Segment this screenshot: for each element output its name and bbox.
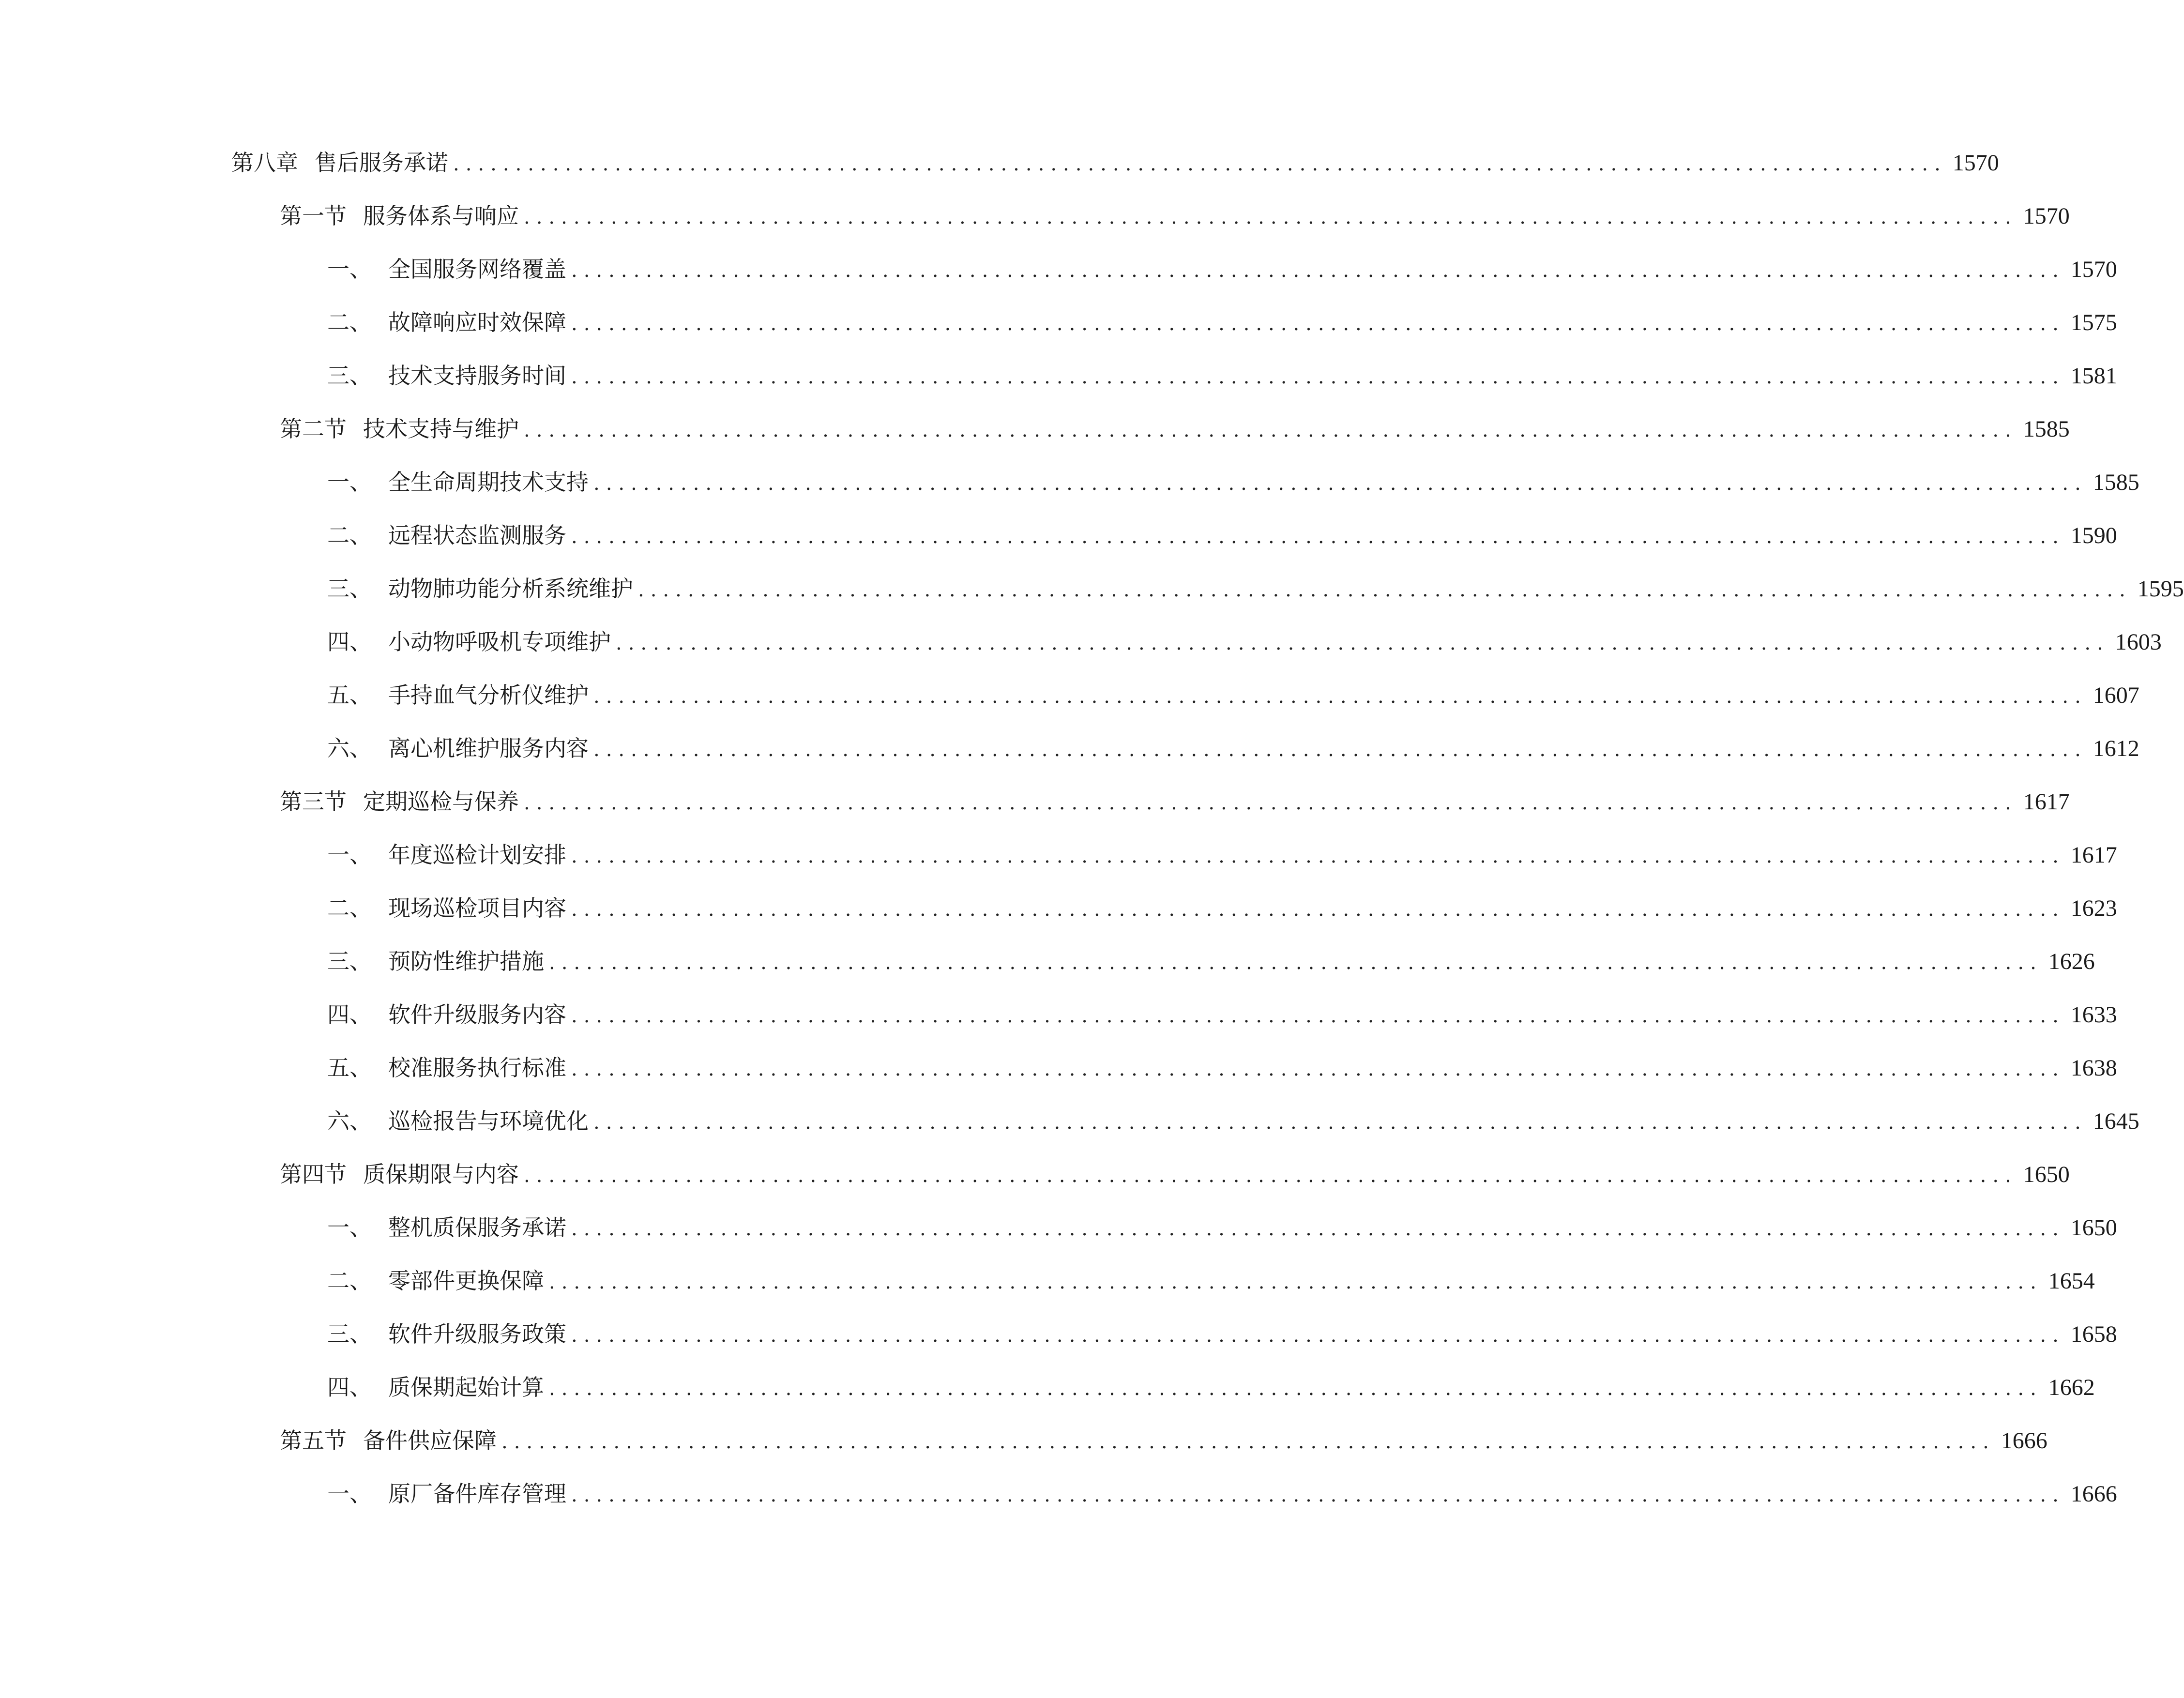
toc-row (0, 356, 2117, 395)
toc-entry-subsection[interactable] (327, 835, 2117, 874)
toc-row (0, 1261, 2095, 1300)
toc-row (0, 1048, 2117, 1087)
dot-leader: ........................................................................................................................ (571, 1484, 2065, 1506)
dot-leader: ........................................................................................................................ (638, 579, 2132, 601)
toc-row (0, 1421, 2048, 1460)
toc-entry-subsection[interactable] (327, 1208, 2117, 1247)
toc-entry-title: 定期巡检与保养 (363, 788, 519, 815)
toc-entry-title: 动物肺功能分析系统维护 (388, 576, 633, 602)
toc-row (0, 1368, 2095, 1407)
toc-row (0, 1315, 2117, 1353)
toc-entry-subsection[interactable] (327, 250, 2117, 288)
toc-row (0, 676, 2139, 714)
toc-entry-number: 第二节 (280, 416, 347, 442)
toc-entry-number: 一、 (327, 1214, 372, 1241)
toc-entry-title: 年度巡检计划安排 (388, 842, 566, 868)
toc-entry-section[interactable] (280, 409, 2070, 448)
toc-entry-number: 三、 (327, 1321, 372, 1347)
toc-entry-number: 一、 (327, 842, 372, 868)
toc-entry-title: 离心机维护服务内容 (388, 735, 589, 761)
toc-entry-page-number: 1666 (2001, 1428, 2048, 1454)
toc-row (0, 463, 2139, 501)
dot-leader: ........................................................................................................................ (524, 792, 2017, 814)
toc-entry-title: 预防性维护措施 (388, 948, 544, 974)
toc-entry-page-number: 1650 (2070, 1215, 2117, 1241)
toc-entry-subsection[interactable] (327, 1048, 2117, 1087)
toc-entry-page-number: 1603 (2115, 629, 2162, 655)
dot-leader: ........................................................................................................................ (524, 206, 2017, 228)
toc-entry-title: 质保期限与内容 (363, 1161, 519, 1187)
toc-entry-title: 远程状态监测服务 (388, 522, 566, 548)
toc-entry-page-number: 1570 (1952, 150, 1999, 176)
dot-leader: ........................................................................................................................ (571, 366, 2065, 388)
toc-entry-number: 二、 (327, 895, 372, 921)
toc-entry-page-number: 1607 (2093, 682, 2139, 708)
toc-entry-subsection[interactable] (327, 942, 2095, 981)
toc-entry-subsection[interactable] (327, 569, 2184, 608)
toc-row (0, 1102, 2139, 1140)
toc-entry-title: 质保期起始计算 (388, 1374, 544, 1400)
toc-entry-subsection[interactable] (327, 1261, 2095, 1300)
toc-entry-section[interactable] (280, 782, 2070, 821)
toc-row (0, 889, 2117, 927)
toc-entry-page-number: 1654 (2048, 1268, 2095, 1294)
toc-entry-chapter[interactable] (231, 143, 1999, 182)
toc-entry-page-number: 1638 (2070, 1055, 2117, 1081)
dot-leader: ........................................................................................................................ (593, 685, 2087, 708)
toc-row (0, 729, 2139, 768)
dot-leader: ........................................................................................................................ (453, 153, 1947, 175)
toc-entry-title: 备件供应保障 (363, 1427, 497, 1454)
toc-entry-page-number: 1617 (2070, 842, 2117, 868)
toc-entry-number: 五、 (327, 682, 372, 708)
toc-entry-title: 手持血气分析仪维护 (388, 682, 589, 708)
toc-entry-title: 全生命周期技术支持 (388, 469, 589, 495)
toc-entry-number: 第一节 (280, 203, 347, 229)
toc-entry-number: 三、 (327, 576, 372, 602)
toc-row (0, 1155, 2070, 1194)
dot-leader: ........................................................................................................................ (571, 313, 2065, 335)
toc-entry-page-number: 1623 (2070, 895, 2117, 921)
toc-entry-page-number: 1658 (2070, 1321, 2117, 1347)
dot-leader: ........................................................................................................................ (571, 1324, 2065, 1347)
toc-entry-title: 软件升级服务政策 (388, 1321, 566, 1347)
dot-leader: ........................................................................................................................ (571, 1058, 2065, 1080)
dot-leader: ........................................................................................................................ (571, 526, 2065, 548)
toc-entry-number: 第五节 (280, 1427, 347, 1454)
toc-entry-page-number: 1575 (2070, 310, 2117, 335)
toc-entry-title: 小动物呼吸机专项维护 (388, 629, 611, 655)
toc-entry-subsection[interactable] (327, 356, 2117, 395)
toc-entry-title: 售后服务承诺 (315, 150, 448, 176)
toc-entry-number: 一、 (327, 256, 372, 282)
toc-entry-page-number: 1590 (2070, 523, 2117, 548)
toc-entry-subsection[interactable] (327, 622, 2162, 661)
toc-entry-number: 第三节 (280, 788, 347, 815)
toc-entry-subsection[interactable] (327, 995, 2117, 1034)
dot-leader: ........................................................................................................................ (524, 1165, 2017, 1187)
toc-entry-number: 二、 (327, 522, 372, 548)
dot-leader: ........................................................................................................................ (571, 1005, 2065, 1027)
toc-entry-number: 四、 (327, 1001, 372, 1028)
toc-entry-number: 一、 (327, 1481, 372, 1507)
toc-entry-page-number: 1633 (2070, 1002, 2117, 1028)
toc-row (0, 516, 2117, 555)
toc-entry-page-number: 1581 (2070, 363, 2117, 389)
dot-leader: ........................................................................................................................ (524, 419, 2017, 441)
toc-entry-title: 巡检报告与环境优化 (388, 1108, 589, 1134)
toc-entry-page-number: 1626 (2048, 949, 2095, 974)
toc-row (0, 1208, 2117, 1247)
toc-entry-title: 软件升级服务内容 (388, 1001, 566, 1028)
toc-entry-number: 三、 (327, 948, 372, 974)
dot-leader: ........................................................................................................................ (571, 845, 2065, 867)
toc-entry-number: 第四节 (280, 1161, 347, 1187)
toc-entry-page-number: 1645 (2093, 1108, 2139, 1134)
toc-entry-subsection[interactable] (327, 1315, 2117, 1353)
toc-entry-subsection[interactable] (327, 1368, 2095, 1407)
toc-entry-section[interactable] (280, 197, 2070, 235)
dot-leader: ........................................................................................................................ (571, 1218, 2065, 1240)
toc-entry-section[interactable] (280, 1155, 2070, 1194)
toc-entry-page-number: 1595 (2137, 576, 2184, 602)
toc-row (0, 942, 2095, 981)
toc-entry-number: 六、 (327, 735, 372, 761)
toc-entry-number: 一、 (327, 469, 372, 495)
toc-row (0, 409, 2070, 448)
toc-row (0, 143, 1999, 182)
dot-leader: ........................................................................................................................ (549, 1271, 2043, 1293)
dot-leader: ........................................................................................................................ (501, 1431, 1995, 1453)
toc-entry-page-number: 1650 (2023, 1162, 2070, 1187)
toc-entry-subsection[interactable] (327, 463, 2139, 501)
dot-leader: ........................................................................................................................ (549, 952, 2043, 974)
toc-row (0, 303, 2117, 342)
toc-entry-number: 二、 (327, 309, 372, 335)
toc-entry-number: 第八章 (231, 150, 298, 176)
dot-leader: ........................................................................................................................ (593, 472, 2087, 495)
dot-leader: ........................................................................................................................ (616, 632, 2109, 654)
dot-leader: ........................................................................................................................ (593, 739, 2087, 761)
toc-entry-page-number: 1570 (2023, 203, 2070, 229)
toc-entry-title: 校准服务执行标准 (388, 1055, 566, 1081)
toc-entry-number: 五、 (327, 1055, 372, 1081)
toc-entry-title: 故障响应时效保障 (388, 309, 566, 335)
toc-entry-subsection[interactable] (327, 516, 2117, 555)
toc-row (0, 782, 2070, 821)
toc-entry-number: 二、 (327, 1268, 372, 1294)
toc-row (0, 835, 2117, 874)
toc-row (0, 569, 2184, 608)
toc-entry-title: 技术支持服务时间 (388, 363, 566, 389)
toc-entry-page-number: 1617 (2023, 789, 2070, 815)
toc-entry-title: 全国服务网络覆盖 (388, 256, 566, 282)
toc-entry-page-number: 1666 (2070, 1481, 2117, 1507)
toc-entry-subsection[interactable] (327, 1474, 2117, 1513)
toc-entry-subsection[interactable] (327, 729, 2139, 768)
toc-row (0, 250, 2117, 288)
toc-row (0, 995, 2117, 1034)
toc-row (0, 1474, 2117, 1513)
dot-leader: ........................................................................................................................ (549, 1378, 2043, 1400)
toc-entry-title: 现场巡检项目内容 (388, 895, 566, 921)
toc-entry-section[interactable] (280, 1421, 2048, 1460)
dot-leader: ........................................................................................................................ (571, 898, 2065, 921)
toc-entry-number: 六、 (327, 1108, 372, 1134)
toc-entry-subsection[interactable] (327, 676, 2139, 714)
toc-row (0, 622, 2162, 661)
toc-entry-number: 三、 (327, 363, 372, 389)
toc-entry-title: 服务体系与响应 (363, 203, 519, 229)
toc-row (0, 197, 2070, 235)
toc-entry-subsection[interactable] (327, 1102, 2139, 1140)
toc-entry-number: 四、 (327, 629, 372, 655)
toc-entry-page-number: 1570 (2070, 257, 2117, 282)
toc-entry-number: 四、 (327, 1374, 372, 1400)
toc-entry-page-number: 1585 (2023, 416, 2070, 442)
toc-entry-title: 整机质保服务承诺 (388, 1214, 566, 1241)
toc-entry-title: 零部件更换保障 (388, 1268, 544, 1294)
toc-entry-subsection[interactable] (327, 889, 2117, 927)
toc-entry-subsection[interactable] (327, 303, 2117, 342)
toc-entry-page-number: 1662 (2048, 1375, 2095, 1400)
toc-entry-page-number: 1585 (2093, 470, 2139, 495)
toc-entry-title: 原厂备件库存管理 (388, 1481, 566, 1507)
dot-leader: ........................................................................................................................ (571, 259, 2065, 282)
toc-entry-title: 技术支持与维护 (363, 416, 519, 442)
dot-leader: ........................................................................................................................ (593, 1111, 2087, 1134)
toc-entry-page-number: 1612 (2093, 736, 2139, 761)
